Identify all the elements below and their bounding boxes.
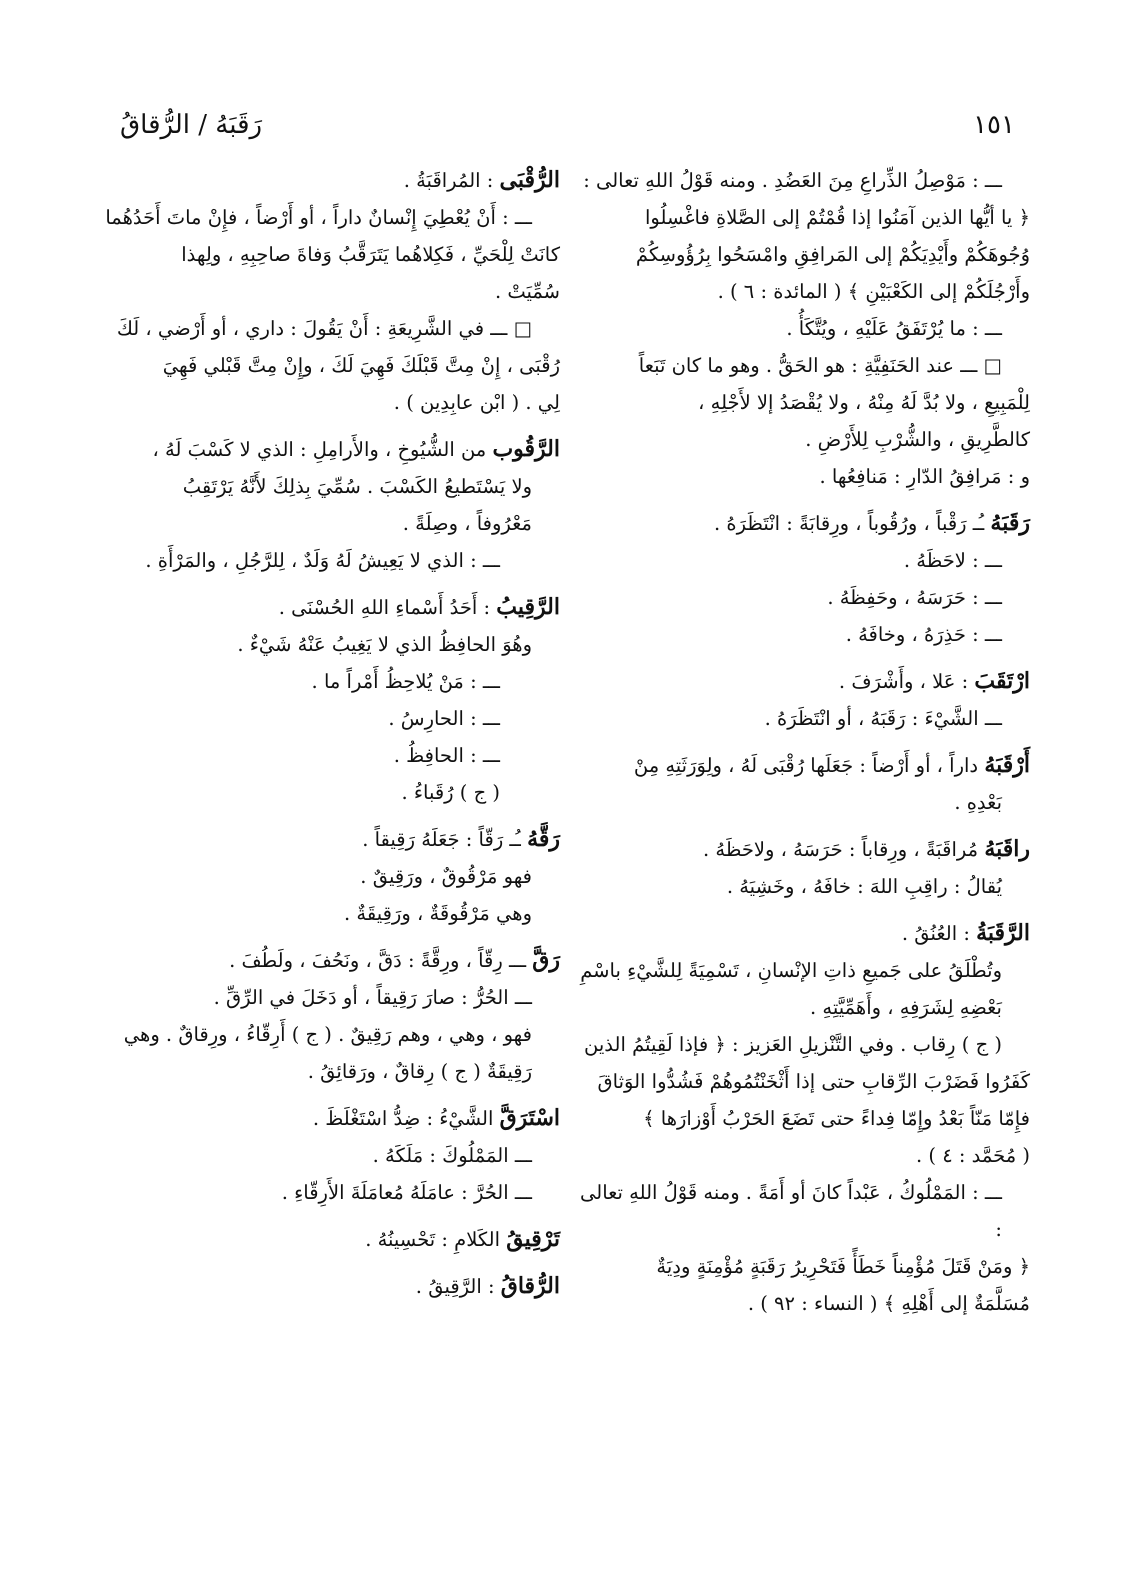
- dictionary-entry: [105, 942, 560, 1090]
- entry-definition: من الشُّيُوخِ ، والأَرامِلِ : الذي لا كَسْبَ لَهُ ،: [152, 438, 493, 461]
- headword: رَقَّهُ: [527, 826, 560, 852]
- dictionary-entry: [105, 1221, 560, 1258]
- headword: رَقَبَهُ: [990, 510, 1030, 536]
- entry-line: كَفَرُوا فَضَرْبَ الرِّقابِ حتى إذا أَثْخَنْتُمُوهُمْ فَشُدُّوا الوَثاقَ: [597, 1070, 1030, 1093]
- entry-line: رُقْبَى ، إِنْ مِتَّ قَبْلَكَ فَهِيَ لَكَ ، وإِنْ مِتَّ قَبْلي فَهِيَ: [162, 354, 560, 377]
- page-header: [120, 110, 1015, 150]
- dictionary-entry: [105, 162, 560, 421]
- entry-definition: : العُنُقُ .: [901, 922, 977, 945]
- entry-line: مُسَلَّمَةٌ إلى أَهْلِهِ ﴾ ( النساء : ٩٢ ) .: [747, 1292, 1030, 1315]
- entry-first-line: [580, 747, 1030, 784]
- dictionary-entry: [580, 747, 1030, 821]
- entry-line: ( ج ) رُقَباءُ .: [401, 781, 500, 804]
- entry-line: وهي مَرْقُوقَةٌ ، ورَقِيقَةٌ .: [344, 902, 532, 925]
- left-column: [105, 162, 560, 1534]
- entry-line: لِي . ( ابْن عابِدِين ) .: [393, 391, 560, 414]
- entry-line: و : مَرافِقُ الدّارِ : مَنافِعُها .: [819, 465, 1030, 488]
- entry-line: يُقالُ : راقِبِ اللهَ : خافَهُ ، وخَشِيَهُ .: [726, 875, 1002, 898]
- entry-first-line: [105, 162, 560, 199]
- entry-line: ـــ : لاحَظَهُ .: [903, 549, 1002, 572]
- entry-line: فهو مَرْقُوقٌ ، ورَقِيقٌ .: [360, 865, 532, 888]
- entry-line: ـــ : الحارِسُ .: [388, 707, 500, 730]
- entry-line: □ ـــ في الشَّرِيعَةِ : أَنْ يَقُولَ : داري ، أو أَرْضي ، لَكَ: [116, 317, 532, 340]
- headword: ارْتَقَبَ: [974, 668, 1030, 694]
- headword: الرَّقَبَةُ: [976, 920, 1030, 946]
- entry-line: وُجُوهَكُمْ وأَيْدِيَكُمْ إلى المَرافِقِ وامْسَحُوا بِرُؤُوسِكُمْ: [635, 243, 1030, 266]
- entry-first-line: [105, 821, 560, 858]
- entry-line: ـــ : مَوْصِلُ الذِّراعِ مِنَ العَضُدِ . ومنه قَوْلُ اللهِ تعالى :: [583, 169, 1002, 192]
- entry-line: ـــ : الحافِظُ .: [393, 744, 500, 767]
- entry-line: وهُوَ الحافِظُ الذي لا يَغِيبُ عَنْهُ شَيْءٌ .: [237, 633, 532, 656]
- entry-line: ـــ : ما يُرْتَفَقُ عَلَيْهِ ، ويُتَّكَأُ .: [786, 317, 1002, 340]
- entry-line: ـــ الحُرُّ : صارَ رَقِيقاً ، أو دَخَلَ في الرِّقِّ .: [213, 986, 532, 1009]
- headword: الرُّقاقُ: [500, 1273, 560, 1299]
- continued-entry: [580, 162, 1030, 495]
- entry-line: بَعْضِهِ لِشَرَفِهِ ، وأَهَمِّيَّتِهِ .: [810, 996, 1002, 1019]
- entry-line: وأَرْجُلَكُمْ إلى الكَعْبَيْنِ ﴾ ( المائدة : ٦ ) .: [717, 280, 1030, 303]
- entry-first-line: [580, 663, 1030, 700]
- dictionary-entry: [580, 505, 1030, 653]
- dictionary-entry: [105, 1268, 560, 1305]
- entry-line: رَقِيقَةٌ ( ج ) رِقاقٌ ، ورَقائِقُ .: [307, 1060, 532, 1083]
- entry-definition: الشَّيْءُ : ضِدُّ اسْتَغْلَظَ .: [312, 1107, 500, 1130]
- entry-line: ـــ : حَذِرَهُ ، وخافَهُ .: [845, 623, 1002, 646]
- entry-line: ـــ : الذي لا يَعِيشُ لَهُ وَلَدٌ ، لِلرَّجُلِ ، والمَرْأَةِ .: [145, 549, 500, 572]
- entry-definition: : المُراقَبَةُ .: [403, 169, 500, 192]
- entry-definition: ـُـ رَقّاً : جَعَلَهُ رَقِيقاً .: [362, 828, 528, 851]
- entry-line: ( ج ) رِقاب . وفي التَّنْزيلِ العَزيز : ﴿ فإذا لَقِيتُمُ الذين: [584, 1033, 1002, 1056]
- entry-line: □ ـــ عند الحَنَفِيَّةِ : هو الحَقُّ . وهو ما كان تَبَعاً: [638, 354, 1002, 377]
- page-number: ١٥١: [973, 110, 1015, 140]
- entry-line: ـــ : أَنْ يُعْطِيَ إِنْسانٌ داراً ، أو أَرْضاً ، فإِنْ ماتَ أَحَدُهُما: [105, 206, 532, 229]
- entry-definition: الكَلامِ : تَحْسِينُهُ .: [365, 1228, 507, 1251]
- headword: تَرْقِيقُ: [506, 1226, 560, 1252]
- entry-first-line: [580, 915, 1030, 952]
- entry-definition: : الرَّقِيقُ .: [415, 1275, 501, 1298]
- entry-line: ( مُحَمَّد : ٤ ) .: [915, 1144, 1030, 1167]
- entry-line: ﴿ ومَنْ قَتَلَ مُؤْمِناً خَطَأً فَتَحْرِيرُ رَقَبَةٍ مُؤْمِنَةٍ ودِيَةٌ: [656, 1255, 1030, 1278]
- entry-first-line: [105, 589, 560, 626]
- entry-first-line: [105, 942, 560, 979]
- headword: اسْتَرَقَّ: [499, 1105, 560, 1131]
- dictionary-entry: [105, 821, 560, 932]
- entry-line: لِلْمَبِيعِ ، ولا بُدَّ لَهُ مِنْهُ ، ولا يُقْصَدُ إلا لأَجْلِهِ ،: [698, 391, 1030, 414]
- entry-first-line: [105, 1221, 560, 1258]
- entry-line: وتُطْلَقُ على جَميعِ ذاتِ الإنْسانِ ، تَسْمِيَةً لِلشَّيْءِ باسْمِ: [580, 959, 1002, 982]
- headword: الرُّقْبَى: [499, 167, 560, 193]
- dictionary-entry: [580, 915, 1030, 1322]
- entry-line: ـــ : مَنْ يُلاحِظُ أَمْراً ما .: [311, 670, 500, 693]
- entry-line: كالطَّرِيقِ ، والشُّرْبِ لِلأَرْضِ .: [805, 428, 1030, 451]
- entry-first-line: [580, 831, 1030, 868]
- entry-line: بَعْدِهِ .: [954, 791, 1002, 814]
- entry-definition: ـــ رِقّاً ، ورِقَّةً : دَقَّ ، ونَحُفَ ، ولَطُفَ .: [229, 949, 533, 972]
- entry-first-line: [105, 1100, 560, 1137]
- entry-line: ـــ : حَرَسَهُ ، وحَفِظَهُ .: [827, 586, 1002, 609]
- headword: الرَّقُوب: [492, 436, 560, 462]
- entry-line: فإِمّا مَنّاً بَعْدُ وإِمّا فِداءً حتى تَضَعَ الحَرْبُ أَوْزارَها ﴾: [643, 1107, 1030, 1130]
- entry-line: فهو ، وهي ، وهم رَقِيقٌ . ( ج ) أَرِقّاءُ ، ورِقاقٌ . وهي: [123, 1023, 532, 1046]
- dictionary-entry: [105, 431, 560, 579]
- entry-first-line: [105, 431, 560, 468]
- dictionary-entry: [580, 831, 1030, 905]
- dictionary-entry: [105, 1100, 560, 1211]
- entry-first-line: [580, 505, 1030, 542]
- entry-line: ـــ : المَمْلُوكُ ، عَبْداً كانَ أو أَمَةً . ومنه قَوْلُ اللهِ تعالى :: [580, 1181, 1002, 1241]
- entry-line: ﴿ يا أيُّها الذين آمَنُوا إذا قُمْتُمْ إلى الصَّلاةِ فاغْسِلُوا: [645, 206, 1030, 229]
- headword: رَقَّ: [532, 947, 560, 973]
- entry-line: سُمِّيَتْ .: [494, 280, 560, 303]
- entry-definition: ـُـ رَقْباً ، ورُقُوباً ، ورِقابَةً : انْتَظَرَهُ .: [714, 512, 991, 535]
- running-head: رَقَبَهُ / الرُّقاقُ: [120, 110, 263, 140]
- entry-definition: مُراقَبَةً ، ورِقاباً : حَرَسَهُ ، ولاحَظَهُ .: [702, 838, 985, 861]
- entry-line: ولا يَسْتَطيعُ الكَسْبَ . سُمِّيَ بِذلِكَ لأَنَّهُ يَرْتَقِبُ: [182, 475, 532, 498]
- right-entries: [580, 505, 1030, 1322]
- dictionary-entry: [105, 589, 560, 811]
- headword: الرَّقِيبُ: [496, 594, 560, 620]
- entry-line: كانَتْ لِلْحَيِّ ، فَكِلاهُما يَتَرَقَّبُ وَفاةَ صاحِبِهِ ، ولِهذا: [181, 243, 560, 266]
- headword: راقَبَهُ: [984, 836, 1030, 862]
- entry-definition: داراً ، أو أَرْضاً : جَعَلَها رُقْبَى لَهُ ، ولِوَرَثَتِهِ مِنْ: [633, 754, 985, 777]
- left-entries: [105, 162, 560, 1305]
- entry-first-line: [105, 1268, 560, 1305]
- entry-definition: : أَحَدُ أَسْماءِ اللهِ الحُسْنَى .: [278, 596, 497, 619]
- right-column: [580, 162, 1030, 1534]
- entry-line: ـــ الحُرَّ : عامَلَهُ مُعامَلَةَ الأَرِقّاءِ .: [281, 1181, 532, 1204]
- entry-line: ـــ الشَّيْءَ : رَقَبَهُ ، أو انْتَظَرَهُ .: [764, 707, 1002, 730]
- entry-line: ـــ المَمْلُوكَ : مَلَكَهُ .: [372, 1144, 532, 1167]
- entry-definition: : عَلا ، وأَشْرَفَ .: [838, 670, 975, 693]
- entry-line: مَعْرُوفاً ، وصِلَةً .: [402, 512, 532, 535]
- headword: أَرْقَبَهُ: [984, 752, 1030, 778]
- dictionary-entry: [580, 663, 1030, 737]
